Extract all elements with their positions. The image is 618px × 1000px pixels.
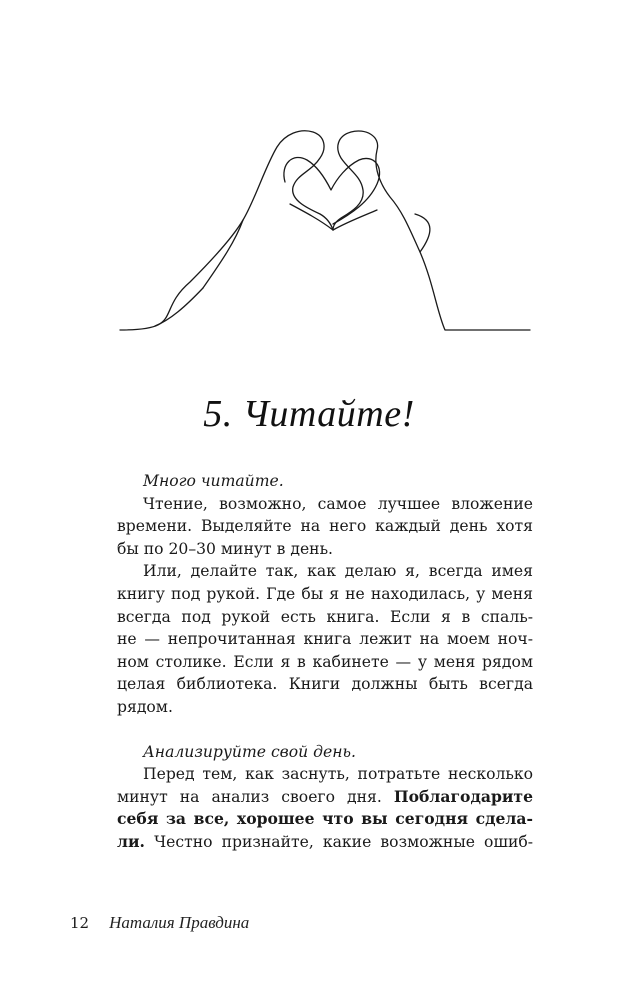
page-footer: [70, 913, 249, 933]
text-line: всегда под рукой есть книга. Если я в спаль-: [117, 607, 533, 626]
body-text: [117, 470, 533, 854]
text-line: книгу под рукой. Где бы я не находилась, у меня: [117, 584, 533, 603]
text-line: времени. Выделяйте на него каждый день хотя: [117, 517, 533, 536]
text-line: Или, делайте так, как делаю я, всегда имея: [143, 562, 533, 581]
text-line: рядом.: [117, 697, 173, 716]
page-number: 12: [70, 914, 90, 932]
section-heading: Много читайте.: [143, 472, 284, 490]
text-line: Перед тем, как заснуть, потратьте несколько: [143, 765, 533, 784]
text-line: не — непрочитанная книга лежит на моем ноч-: [117, 630, 533, 649]
text-line: ном столике. Если я в кабинете — у меня рядом: [117, 652, 533, 671]
bold-text: ли.: [117, 831, 145, 851]
chapter-title: 5. Читайте!: [203, 393, 415, 435]
text-line: [117, 831, 533, 854]
text-fragment: Честно признайте, какие возможные ошиб-: [154, 832, 533, 851]
text-fragment: минут на анализ своего дня.: [117, 787, 382, 806]
section-heading: Анализируйте свой день.: [143, 742, 356, 761]
text-line: [117, 786, 533, 809]
heart-hands-illustration: [115, 112, 535, 337]
bold-text: себя за все, хорошее что вы сегодня сдела-: [117, 809, 533, 829]
author-name: Наталия Правдина: [109, 913, 250, 932]
text-line: бы по 20–30 минут в день.: [117, 539, 334, 558]
text-line: целая библиотека. Книги должны быть всегда: [117, 675, 533, 694]
bold-text: Поблагодарите: [393, 786, 533, 806]
text-line: Чтение, возможно, самое лучшее вложение: [143, 494, 533, 513]
